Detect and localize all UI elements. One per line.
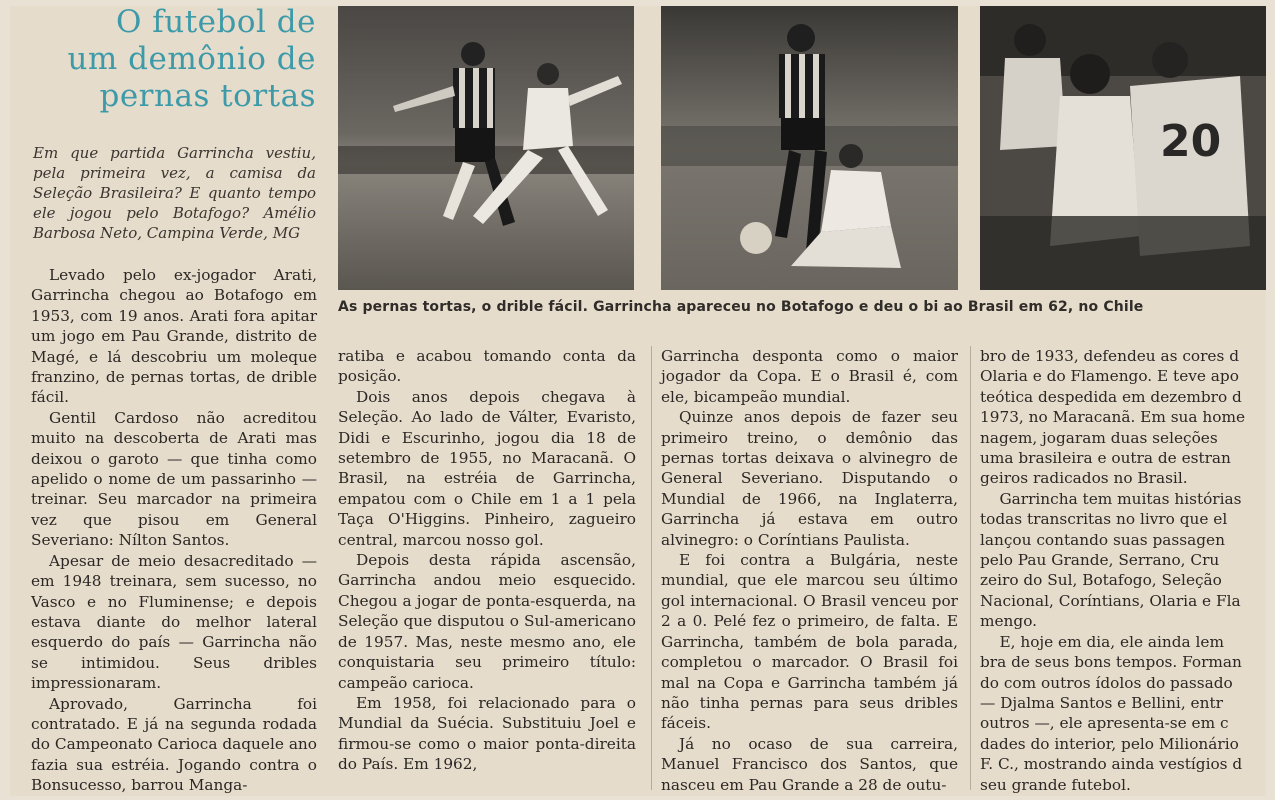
text-line: uma brasileira e outra de estran [980, 449, 1231, 468]
photo-ball-control [661, 6, 958, 290]
column-divider [651, 346, 652, 790]
text-line: bra de seus bons tempos. Forman [980, 653, 1242, 672]
article-column-2 [338, 346, 636, 775]
paragraph: Já no ocaso de sua carreira, Manuel Francisco dos Santos, que nasceu em Pau Grande a 28 de outu- [661, 734, 958, 794]
text-line: seu grande futebol. [980, 775, 1131, 794]
photo-celebration [980, 6, 1266, 290]
text-line: pelo Pau Grande, Serrano, Cru [980, 551, 1220, 570]
headline [20, 4, 316, 115]
text-line: bro de 1933, defendeu as cores d [980, 347, 1239, 365]
text-line: todas transcritas no livro que el [980, 510, 1228, 529]
paragraph: Aprovado, Garrincha foi contratado. E já na segunda rodada do Campeonato Carioca daquele ano fazia sua estréia. Jogando contra o Bonsucesso, barrou Manga- [31, 694, 317, 795]
text-line: E, hoje em dia, ele ainda lem [980, 632, 1224, 651]
text-line: zeiro do Sul, Botafogo, Seleção [980, 571, 1222, 590]
text-line: outros —, ele apresenta-se em c [980, 714, 1229, 733]
paragraph: Em 1958, foi relacionado para o Mundial da Suécia. Substituiu Joel e firmou-se como o maior ponta-direita do País. Em 1962, [338, 693, 636, 774]
jersey-number: 20 [1160, 116, 1222, 167]
text-line: dades do interior, pelo Milionário [980, 734, 1239, 753]
text-line: mengo. [980, 612, 1038, 631]
text-line: Olaria e do Flamengo. E teve apo [980, 367, 1239, 386]
paragraph: Quinze anos depois de fazer seu primeiro treino, o demônio das pernas tortas deixava o alvinegro de General Severiano. Disputando o Mundial de 1966, na Inglaterra, Garrincha já estava em outro alvinegro: o Coríntians Paulista. [661, 408, 958, 549]
article-column-1 [31, 265, 317, 796]
paragraph: Depois desta rápida ascensão, Garrincha andou meio esquecido. Chegou a jogar de ponta-esquerda, na Seleção que disputou o Sul-americano de 1957. Mas, neste mesmo ano, ele conquistaria seu primeiro título: campeão carioca. [338, 551, 636, 692]
paragraph: ratiba e acabou tomando conta da posição. [338, 347, 636, 386]
text-line: Nacional, Coríntians, Olaria e Fla [980, 591, 1241, 610]
text-line: teótica despedida em dezembro d [980, 387, 1242, 406]
headline-line-3: pernas tortas [99, 78, 316, 114]
text-line: lançou contando suas passagen [980, 530, 1225, 549]
headline-line-1: O futebol de [116, 4, 316, 40]
text-line: — Djalma Santos e Bellini, entr [980, 693, 1223, 712]
text-line: F. C., mostrando ainda vestígios d [980, 755, 1243, 774]
paragraph: Levado pelo ex-jogador Arati, Garrincha chegou ao Botafogo em 1953, com 19 anos. Arati fora apitar um jogo em Pau Grande, distrito de Magé, e lá descobriu um moleque franzino, de pernas tortas, de drible fácil. [31, 266, 317, 407]
paragraph: E foi contra a Bulgária, neste mundial, que ele marcou seu último gol internacional. O Brasil venceu por 2 a 0. Pelé fez o primeiro, de falta. E Garrincha, também de bola parada, completou o marcador. O Brasil foi mal na Copa e Garrincha também já não tinha pernas para seus dribles fáceis. [661, 551, 958, 733]
paragraph: Garrincha desponta como o maior jogador da Copa. E o Brasil é, com ele, bicampeão mundial. [661, 347, 958, 406]
paragraph: Gentil Cardoso não acreditou muito na descoberta de Arati mas deixou o garoto — que tinha como apelido o nome de um passarinho — treinar. Seu marcador na primeira vez que pisou em General Severiano: Nílton Santos. [31, 408, 317, 550]
text-line: 1973, no Maracanã. Em sua home [980, 408, 1246, 427]
text-line: geiros radicados no Brasil. [980, 469, 1188, 488]
text-line: nagem, jogaram duas seleções [980, 428, 1218, 447]
article-column-3 [661, 346, 958, 795]
reader-question: Em que partida Garrincha vestiu, pela primeira vez, a camisa da Seleção Brasileira? E quanto tempo ele jogou pelo Botafogo? Amélio Barbosa Neto, Campina Verde, MG [33, 144, 316, 242]
article-column-4 [980, 346, 1262, 795]
paragraph: Apesar de meio desacreditado — em 1948 treinara, sem sucesso, no Vasco e no Fluminense; e depois estava diante do melhor lateral esquerdo do país — Garrincha não se intimidou. Seus dribles impressionaram. [31, 551, 317, 693]
headline-line-2: um demônio de [67, 41, 316, 77]
text-line: do com outros ídolos do passado [980, 673, 1233, 692]
column-divider [970, 346, 971, 790]
photo-dribble-left [338, 6, 634, 290]
paragraph: Dois anos depois chegava à Seleção. Ao lado de Válter, Evaristo, Didi e Escurinho, jogou dia 18 de setembro de 1955, no Maracanã. O Brasil, na estréia de Garrincha, empatou com o Chile em 1 a 1 pela Taça O'Higgins. Pinheiro, zagueiro central, marcou nosso gol. [338, 387, 636, 549]
text-line: Garrincha tem muitas histórias [980, 489, 1242, 508]
photo-caption: As pernas tortas, o drible fácil. Garrincha apareceu no Botafogo e deu o bi ao Brasil em 62, no Chile [338, 299, 1144, 315]
